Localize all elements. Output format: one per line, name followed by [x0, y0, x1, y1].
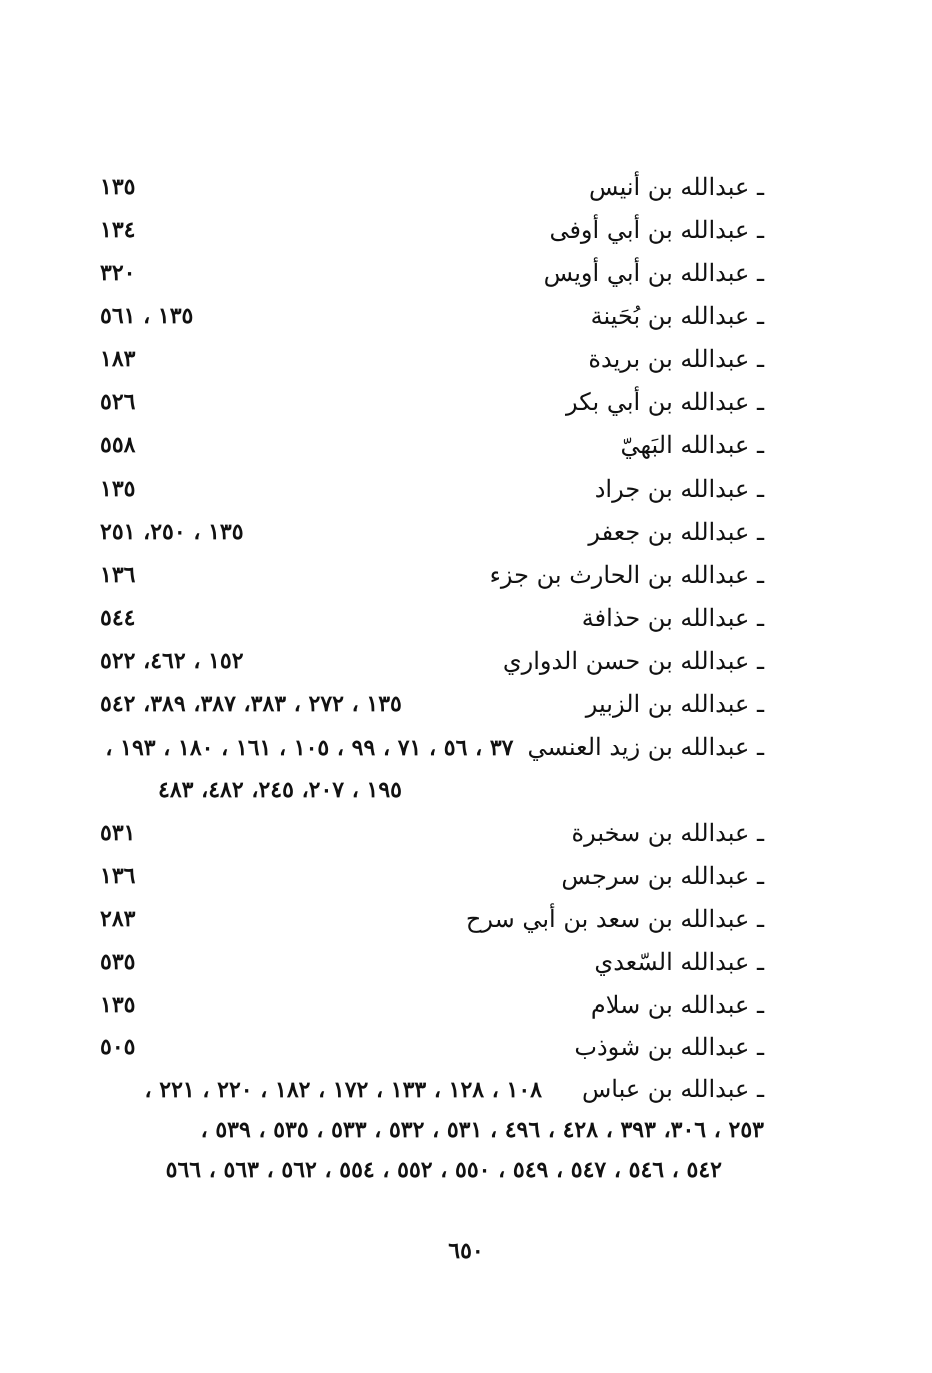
entry-name: ـ عبدالله بن سرجس: [561, 862, 764, 890]
entry-pages: ١٣٦: [100, 562, 136, 588]
entry-pages: ٥٠٥: [100, 1034, 136, 1060]
entry-pages: ١٣٥: [100, 476, 136, 502]
entry-pages: ١٣٥ ، ٥٦١: [100, 303, 194, 329]
entry-pages-continuation: ١٩٥ ، ٢٠٧، ٢٤٥، ٤٨٢، ٤٨٣: [158, 777, 402, 803]
entry-name: ـ عبدالله بن جراد: [594, 475, 764, 503]
entry-name: ـ عبدالله السّعدي: [594, 948, 764, 976]
entry-name: ـ عبدالله بن حسن الدواري: [502, 647, 764, 675]
entry-name: ـ عبدالله بن عباس: [582, 1075, 764, 1103]
entry-name: ـ عبدالله بن جعفر: [588, 518, 764, 546]
entry-name: ـ عبدالله البَهيّ: [620, 431, 764, 459]
entry-name: ـ عبدالله بن أبي أوفى: [549, 216, 764, 244]
entry-pages: ١٣٥: [100, 992, 136, 1018]
entry-name: ـ عبدالله بن بريدة: [588, 345, 764, 373]
entry-line: [100, 727, 764, 767]
entry-pages: ١٣٥ ، ٢٧٢ ، ٣٨٣، ٣٨٧، ٣٨٩، ٥٤٢: [100, 691, 402, 717]
entry-pages: ٥٥٨: [100, 432, 136, 458]
entry-pages: ٥٣٥: [100, 949, 136, 975]
entry-pages: ٥٢٦: [100, 389, 136, 415]
entry-pages: ١٣٥ ، ٢٥٠، ٢٥١: [100, 519, 244, 545]
entry-pages: ١٣٥: [100, 174, 136, 200]
entry-pages-continuation: ٥٤٢ ، ٥٤٦ ، ٥٤٧ ، ٥٤٩ ، ٥٥٠ ، ٥٥٢ ، ٥٥٤ ، ٥٦٢ ، ٥٦٣ ، ٥٦٦: [165, 1157, 722, 1183]
page-number: ٦٥٠: [448, 1238, 484, 1264]
entry-pages: ٥٣١: [100, 820, 136, 846]
entry-pages: ١٨٣: [100, 346, 136, 372]
entry-name: ـ عبدالله بن سعد بن أبي سرح: [465, 905, 764, 933]
entry-name: ـ عبدالله بن شوذب: [574, 1033, 764, 1061]
entry-pages: ١٣٤: [100, 217, 136, 243]
entry-name: ـ عبدالله بن زيد العنسي: [527, 733, 764, 761]
entry-name: ـ عبدالله بن أنيس: [588, 173, 764, 201]
entry-name: ـ عبدالله بن أبي بكر: [566, 388, 764, 416]
entry-pages: ٢٨٣: [100, 906, 136, 932]
entry-name: ـ عبدالله بن الزبير: [585, 690, 764, 718]
entry-pages: ٣٧ ، ٥٦ ، ٧١ ، ٩٩ ، ١٠٥ ، ١٦١ ، ١٨٠ ، ١٩٣ ،: [105, 735, 514, 761]
entry-name: ـ عبدالله بن سلام: [590, 991, 764, 1019]
entry-name: ـ عبدالله بن حذافة: [581, 604, 764, 632]
entry-pages: ١٥٢ ، ٤٦٢، ٥٢٢: [100, 648, 244, 674]
entry-name: ـ عبدالله بن بُحَينة: [590, 302, 764, 330]
entry-pages: ١٣٦: [100, 863, 136, 889]
entry-name: ـ عبدالله بن الحارث بن جزء: [489, 561, 764, 589]
entry-name: ـ عبدالله بن أبي أويس: [543, 259, 764, 287]
entry-pages: ٣٢٠: [100, 260, 136, 286]
entry-pages: ١٠٨ ، ١٢٨ ، ١٣٣ ، ١٧٢ ، ١٨٢ ، ٢٢٠ ، ٢٢١ ،: [144, 1077, 542, 1103]
entry-pages-continuation: ٢٥٣ ، ٣٠٦، ٣٩٣ ، ٤٢٨ ، ٤٩٦ ، ٥٣١ ، ٥٣٢ ، ٥٣٣ ، ٥٣٥ ، ٥٣٩ ،: [200, 1117, 764, 1143]
entry-name: ـ عبدالله بن سخبرة: [571, 819, 764, 847]
entry-line: [100, 1069, 764, 1109]
entry-pages: ٥٤٤: [100, 605, 136, 631]
